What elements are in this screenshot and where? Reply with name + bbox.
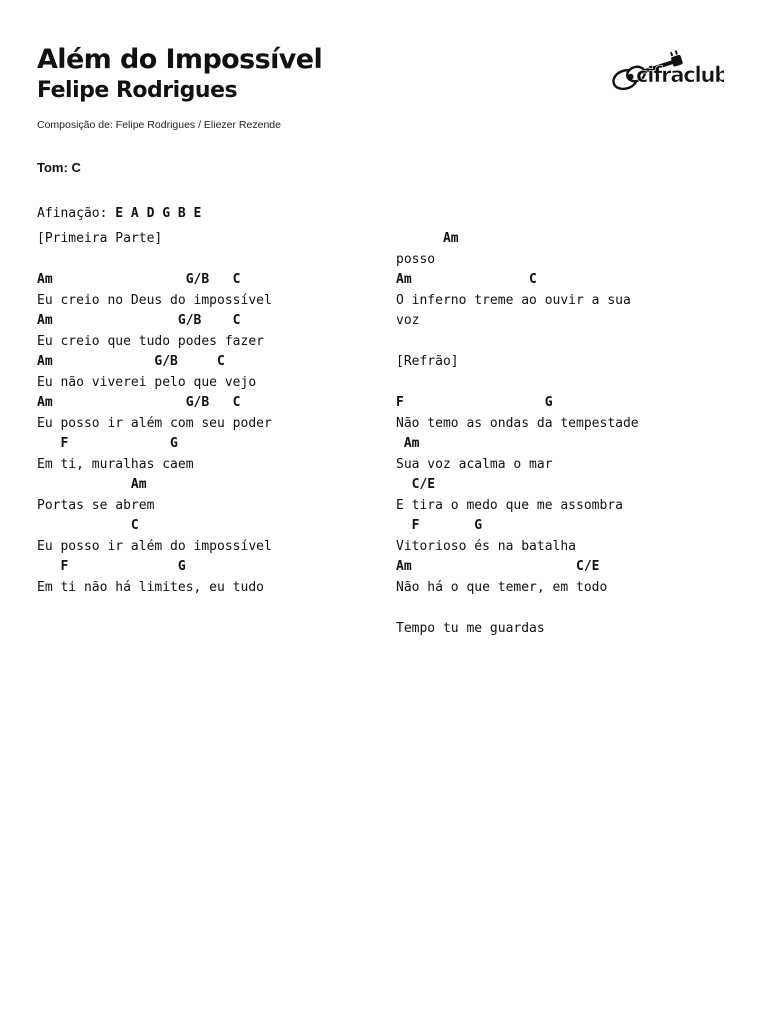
- chord-line: Am: [396, 231, 459, 246]
- lyric-line: Sua voz acalma o mar: [396, 456, 553, 472]
- chord-line: Am G/B C: [37, 272, 241, 287]
- lyric-line: Eu posso ir além do impossível: [37, 538, 272, 554]
- guitar-icon: [606, 44, 724, 94]
- chord-line: F G: [37, 436, 178, 451]
- lyric-line: [396, 598, 639, 619]
- chord-line: Am: [396, 436, 420, 451]
- lyric-line: O inferno treme ao ouvir a sua: [396, 292, 631, 308]
- lyric-line: Tempo tu me guardas: [396, 620, 545, 636]
- chord-line: C: [37, 518, 139, 533]
- lyric-line: [Refrão]: [396, 354, 459, 369]
- key-value: C: [71, 160, 81, 175]
- cifraclub-logo[interactable]: [606, 44, 724, 94]
- key-info: [37, 159, 81, 177]
- lyric-line: [396, 373, 639, 394]
- composition-credits: Composição de: Felipe Rodrigues / Eliezer Rezende: [37, 119, 281, 131]
- lyric-line: [Primeira Parte]: [37, 231, 163, 246]
- lyric-line: [37, 250, 272, 271]
- chord-line: Am G/B C: [37, 313, 241, 328]
- lyric-line: voz: [396, 313, 420, 328]
- chord-line: F G: [396, 518, 483, 533]
- chord-line: Am C: [396, 272, 537, 287]
- song-title: Além do Impossível: [37, 44, 323, 75]
- lyric-line: [396, 332, 639, 353]
- artist-name: Felipe Rodrigues: [37, 78, 238, 103]
- chord-line: F G: [37, 559, 186, 574]
- chord-sheet-right-column: [396, 229, 639, 639]
- lyric-line: Eu não viverei pelo que vejo: [37, 374, 257, 390]
- chord-line: Am G/B C: [37, 395, 241, 410]
- tuning-value: E A D G B E: [115, 206, 202, 221]
- chord-line: Am: [37, 477, 147, 492]
- lyric-line: Não há o que temer, em todo: [396, 579, 608, 595]
- lyric-line: Eu creio que tudo podes fazer: [37, 333, 264, 349]
- chord-line: F G: [396, 395, 553, 410]
- chord-line: Am G/B C: [37, 354, 225, 369]
- chord-line: Am C/E: [396, 559, 600, 574]
- lyric-line: Eu creio no Deus do impossível: [37, 292, 272, 308]
- logo-text: cifraclub: [636, 63, 724, 87]
- lyric-line: Eu posso ir além com seu poder: [37, 415, 272, 431]
- lyric-line: Em ti, muralhas caem: [37, 456, 194, 472]
- lyric-line: Portas se abrem: [37, 497, 155, 513]
- lyric-line: Vitorioso és na batalha: [396, 538, 577, 554]
- lyric-line: Em ti não há limites, eu tudo: [37, 579, 264, 595]
- chord-line: C/E: [396, 477, 436, 492]
- lyric-line: Não temo as ondas da tempestade: [396, 415, 639, 431]
- lyric-line: E tira o medo que me assombra: [396, 497, 623, 513]
- tuning-label: Afinação:: [37, 206, 108, 221]
- tuning-info: [37, 205, 201, 223]
- chord-sheet-left-column: [37, 229, 272, 598]
- key-label: Tom:: [37, 160, 68, 175]
- lyric-line: posso: [396, 251, 436, 267]
